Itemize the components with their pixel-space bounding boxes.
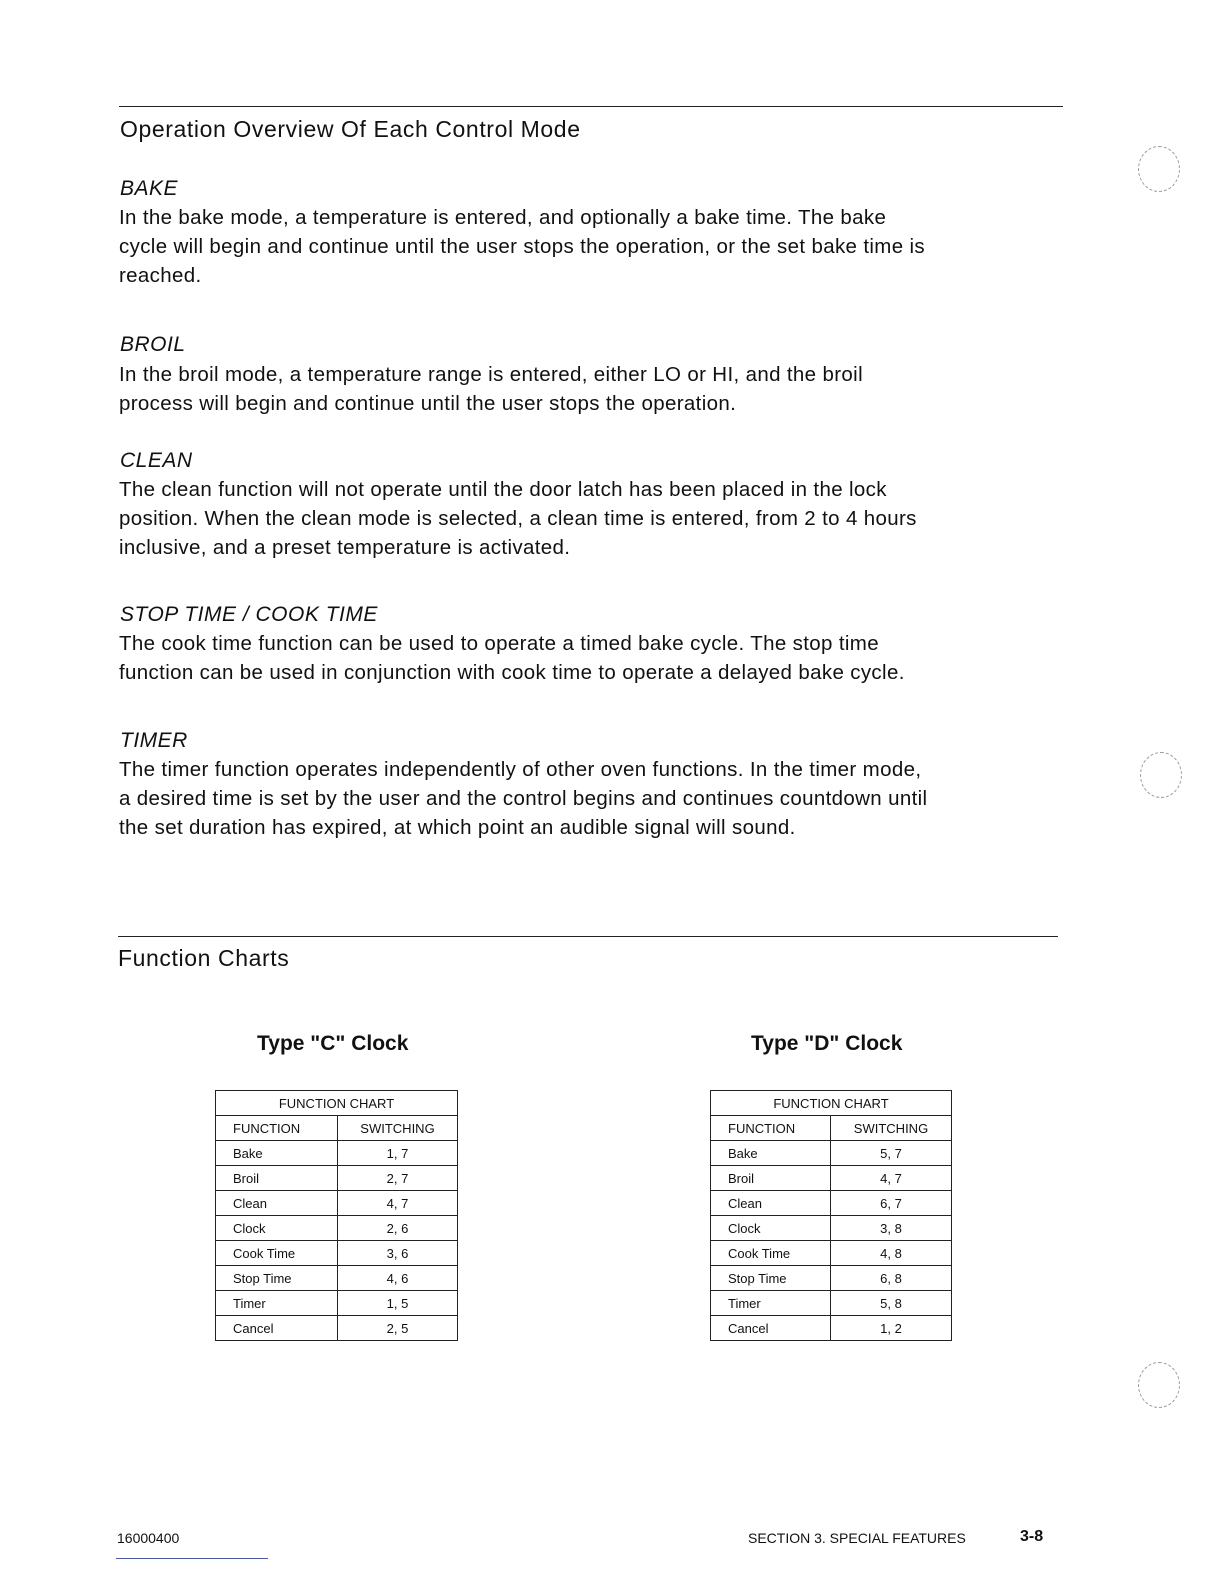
switching-cell: 6, 8 [831, 1266, 952, 1291]
bake-line-1: In the bake mode, a temperature is entered, and optionally a bake time. The bake [119, 206, 887, 229]
function-cell: Bake [711, 1141, 831, 1166]
binder-hole-bottom [1138, 1362, 1180, 1408]
clean-line-2: position. When the clean mode is selected, a clean time is entered, from 2 to 4 hours [119, 507, 917, 530]
switching-cell: 5, 7 [831, 1141, 952, 1166]
document-number: 16000400 [117, 1530, 180, 1546]
function-cell: Broil [216, 1166, 338, 1191]
bake-heading: BAKE [120, 177, 179, 200]
function-charts-rule [118, 936, 1058, 937]
switching-cell: 2, 6 [338, 1216, 458, 1241]
table-row [711, 1166, 952, 1191]
clean-text [119, 475, 1069, 562]
broil-heading: BROIL [120, 333, 186, 356]
clean-line-1: The clean function will not operate until the door latch has been placed in the lock [119, 478, 887, 501]
table-row [711, 1316, 952, 1341]
switching-column-header: SWITCHING [338, 1116, 458, 1141]
switching-cell: 3, 6 [338, 1241, 458, 1266]
stop-cook-time-heading: STOP TIME / COOK TIME [120, 603, 378, 626]
function-cell: Stop Time [711, 1266, 831, 1291]
switching-column-header: SWITCHING [831, 1116, 952, 1141]
footer-underline [116, 1558, 268, 1559]
function-cell: Clock [216, 1216, 338, 1241]
stop-cook-time-line-1: The cook time function can be used to operate a timed bake cycle. The stop time [119, 632, 879, 655]
bake-line-2: cycle will begin and continue until the user stops the operation, or the set bake time is [119, 235, 926, 258]
switching-cell: 1, 7 [338, 1141, 458, 1166]
switching-cell: 2, 7 [338, 1166, 458, 1191]
table-row [216, 1191, 458, 1216]
function-cell: Clean [711, 1191, 831, 1216]
switching-cell: 4, 6 [338, 1266, 458, 1291]
chart-title-cell: FUNCTION CHART [216, 1091, 458, 1116]
function-charts-title: Function Charts [118, 945, 290, 971]
timer-line-1: The timer function operates independently of other oven functions. In the timer mode, [119, 758, 922, 781]
stop-cook-time-text [119, 629, 1069, 687]
timer-line-3: the set duration has expired, at which point an audible signal will sound. [119, 816, 796, 839]
chart-title-cell: FUNCTION CHART [711, 1091, 952, 1116]
section-label: SECTION 3. SPECIAL FEATURES [748, 1530, 966, 1546]
type-c-clock-title: Type "C" Clock [257, 1032, 409, 1055]
broil-text [119, 360, 1069, 418]
table-row [216, 1291, 458, 1316]
switching-cell: 1, 5 [338, 1291, 458, 1316]
function-cell: Clock [711, 1216, 831, 1241]
switching-cell: 4, 7 [831, 1166, 952, 1191]
switching-cell: 4, 8 [831, 1241, 952, 1266]
bake-text [119, 203, 1069, 290]
function-cell: Cook Time [711, 1241, 831, 1266]
stop-cook-time-line-2: function can be used in conjunction with cook time to operate a delayed bake cycle. [119, 661, 905, 684]
table-row [711, 1291, 952, 1316]
clean-heading: CLEAN [120, 449, 193, 472]
function-cell: Cancel [711, 1316, 831, 1341]
table-row [216, 1266, 458, 1291]
table-row [711, 1241, 952, 1266]
timer-line-2: a desired time is set by the user and the control begins and continues countdown until [119, 787, 928, 810]
function-cell: Timer [216, 1291, 338, 1316]
binder-hole-middle [1140, 752, 1182, 798]
table-row [711, 1191, 952, 1216]
type-d-clock-title: Type "D" Clock [751, 1032, 903, 1055]
table-row [711, 1216, 952, 1241]
switching-cell: 1, 2 [831, 1316, 952, 1341]
page-number: 3-8 [1020, 1528, 1044, 1545]
top-rule [119, 106, 1063, 107]
type-d-function-chart [710, 1090, 952, 1341]
function-cell: Stop Time [216, 1266, 338, 1291]
binder-hole-top [1138, 146, 1180, 192]
table-row [216, 1141, 458, 1166]
overview-title: Operation Overview Of Each Control Mode [120, 116, 581, 142]
switching-cell: 2, 5 [338, 1316, 458, 1341]
table-row [711, 1141, 952, 1166]
clean-line-3: inclusive, and a preset temperature is activated. [119, 536, 571, 559]
switching-cell: 5, 8 [831, 1291, 952, 1316]
table-row [216, 1216, 458, 1241]
function-cell: Broil [711, 1166, 831, 1191]
function-cell: Bake [216, 1141, 338, 1166]
broil-line-2: process will begin and continue until the user stops the operation. [119, 392, 737, 415]
table-row [216, 1241, 458, 1266]
function-cell: Timer [711, 1291, 831, 1316]
table-row [216, 1316, 458, 1341]
broil-line-1: In the broil mode, a temperature range is entered, either LO or HI, and the broil [119, 363, 863, 386]
type-c-function-chart [215, 1090, 458, 1341]
switching-cell: 3, 8 [831, 1216, 952, 1241]
function-cell: Cook Time [216, 1241, 338, 1266]
table-row [711, 1266, 952, 1291]
function-column-header: FUNCTION [216, 1116, 338, 1141]
switching-cell: 4, 7 [338, 1191, 458, 1216]
bake-line-3: reached. [119, 264, 202, 287]
function-cell: Cancel [216, 1316, 338, 1341]
function-column-header: FUNCTION [711, 1116, 831, 1141]
timer-text [119, 755, 1069, 842]
function-cell: Clean [216, 1191, 338, 1216]
switching-cell: 6, 7 [831, 1191, 952, 1216]
table-row [216, 1166, 458, 1191]
timer-heading: TIMER [120, 729, 188, 752]
